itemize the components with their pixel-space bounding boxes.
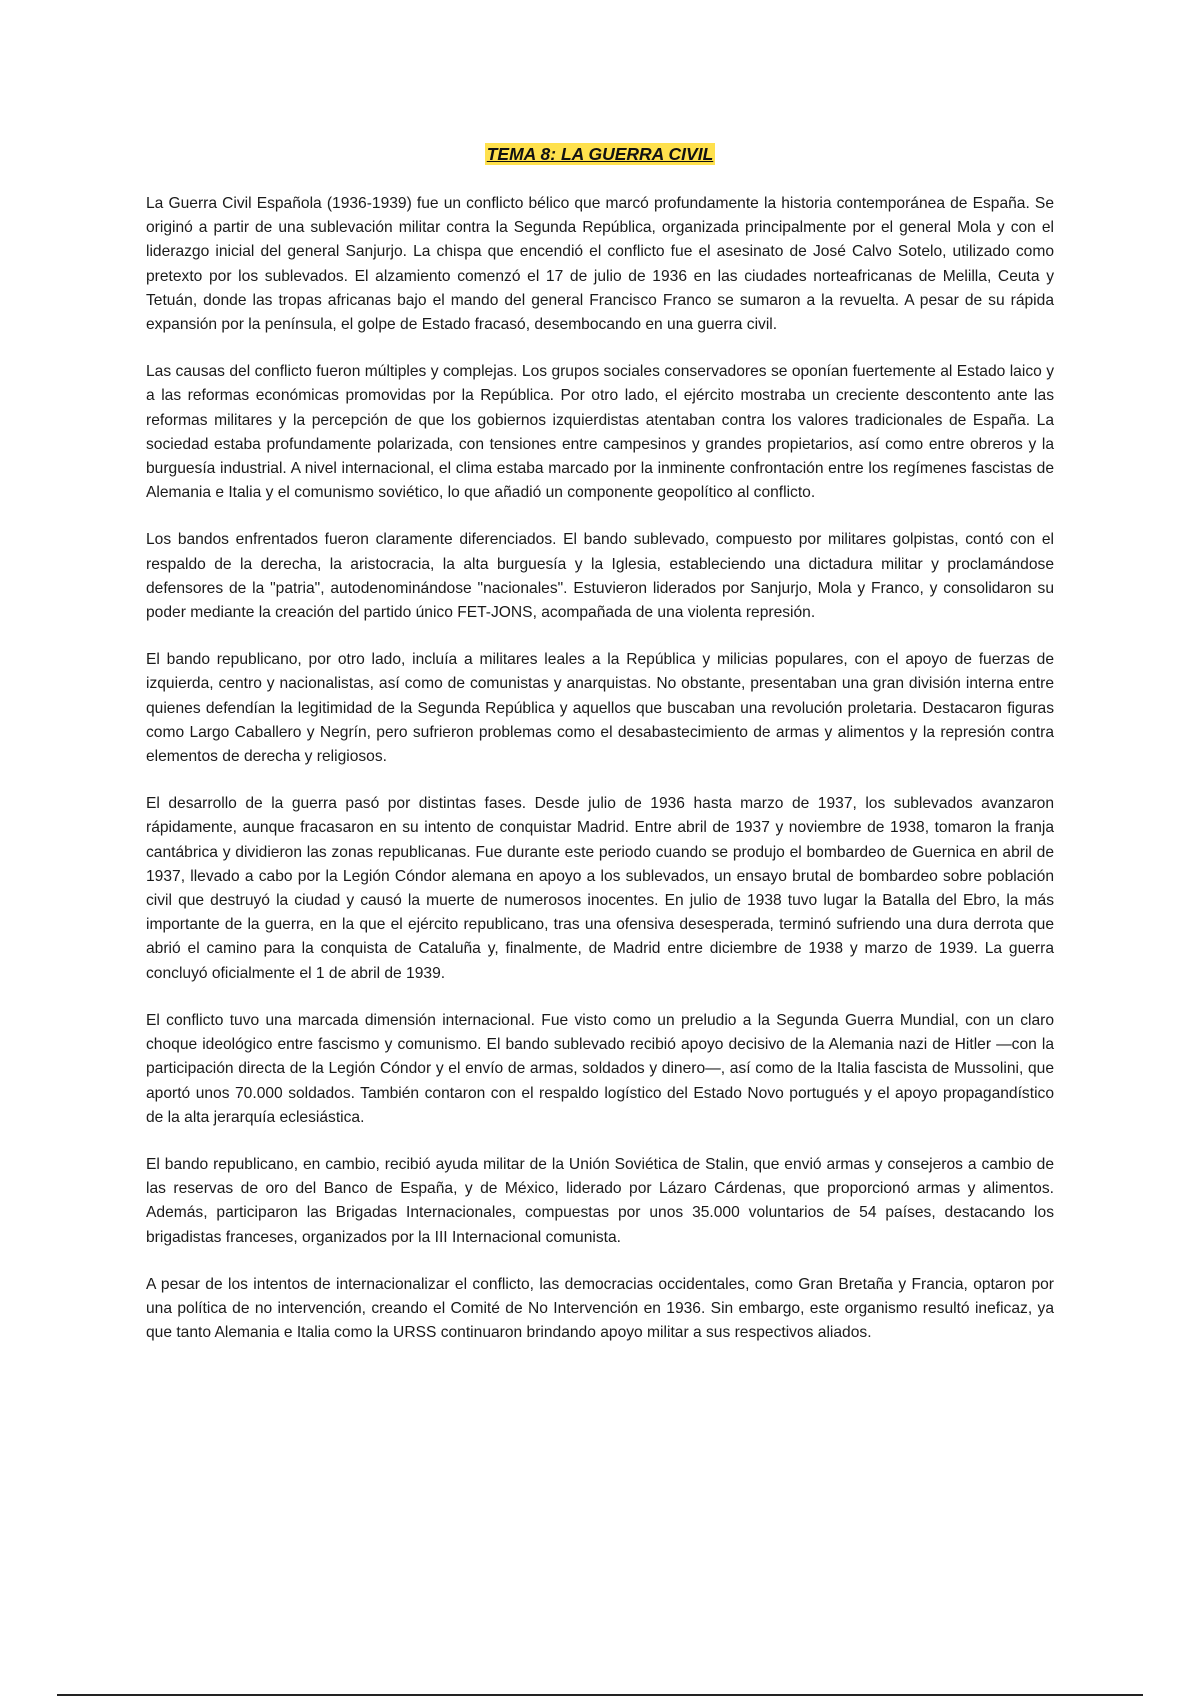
paragraph-international-dimension: El conflicto tuvo una marcada dimensión internacional. Fue visto como un preludio a la Segunda Guerra Mundial, con un claro choque ideológico entre fascismo y comunismo. El bando sublevado recibió apoyo decisivo de la Alemania nazi de Hitler —con la participación directa de la Legión Cóndor y el envío de armas, soldados y dinero—, así como de la Italia fascista de Mussolini, que aportó unos 70.000 soldados. También contaron con el respaldo logístico del Estado Novo portugués y el apoyo propagandístico de la alta jerarquía eclesiástica. <box>146 1011 1054 1126</box>
paragraph-republican-side: El bando republicano, por otro lado, incluía a militares leales a la República y milicias populares, con el apoyo de fuerzas de izquierda, centro y nacionalistas, así como de comunistas y anarquistas. No obstante, presentaban una gran división interna entre quienes defendían la legitimidad de la Segunda República y aquellos que buscaban una revolución proletaria. Destacaron figuras como Largo Caballero y Negrín, pero sufrieron problemas como el desabastecimiento de armas y alimentos y la represión contra elementos de derecha y religiosos. <box>146 651 1054 766</box>
paragraph-war-development: El desarrollo de la guerra pasó por distintas fases. Desde julio de 1936 hasta marzo de 1937, los sublevados avanzaron rápidamente, aunque fracasaron en su intento de conquistar Madrid. Entre abril de 1937 y noviembre de 1938, tomaron la franja cantábrica y dividieron las zonas republicanas. Fue durante este periodo cuando se produjo el bombardeo de Guernica en abril de 1937, llevado a cabo por la Legión Cóndor alemana en apoyo a los sublevados, un ensayo brutal de bombardeo sobre población civil que destruyó la ciudad y causó la muerte de numerosos inocentes. En julio de 1938 tuvo lugar la Batalla del Ebro, la más importante de la guerra, en la que el ejército republicano, tras una ofensiva desesperada, terminó sufriendo una dura derrota que abrió el camino para la conquista de Cataluña y, finalmente, de Madrid entre diciembre de 1938 y marzo de 1939. La guerra concluyó oficialmente el 1 de abril de 1939. <box>146 795 1054 982</box>
document-title: TEMA 8: LA GUERRA CIVIL <box>486 144 714 164</box>
footer-divider <box>57 1694 1143 1696</box>
paragraph-causes: Las causas del conflicto fueron múltiples y complejas. Los grupos sociales conservadores se oponían fuertemente al Estado laico y a las reformas económicas promovidas por la República. Por otro lado, el ejército mostraba un creciente descontento ante las reformas militares y la percepción de que los gobiernos izquierdistas atentaban contra los valores tradicionales de España. La sociedad estaba profundamente polarizada, con tensiones entre campesinos y grandes propietarios, así como entre obreros y la burguesía industrial. A nivel internacional, el clima estaba marcado por la inminente confrontación entre los regímenes fascistas de Alemania e Italia y el comunismo soviético, lo que añadió un componente geopolítico al conflicto. <box>146 363 1054 502</box>
paragraph-non-intervention: A pesar de los intentos de internacionalizar el conflicto, las democracias occidentales, como Gran Bretaña y Francia, optaron por una política de no intervención, creando el Comité de No Intervención en 1936. Sin embargo, este organismo resultó ineficaz, ya que tanto Alemania e Italia como la URSS continuaron brindando apoyo militar a sus respectivos aliados. <box>146 1275 1054 1342</box>
document-body <box>146 192 1054 1368</box>
paragraph-republican-aid: El bando republicano, en cambio, recibió ayuda militar de la Unión Soviética de Stalin, que envió armas y consejeros a cambio de las reservas de oro del Banco de España, y de México, liderado por Lázaro Cárdenas, que proporcionó armas y alimentos. Además, participaron las Brigadas Internacionales, compuestas por unos 35.000 voluntarios de 54 países, destacando los brigadistas franceses, organizados por la III Internacional comunista. <box>146 1155 1054 1246</box>
paragraph-origins: La Guerra Civil Española (1936-1939) fue un conflicto bélico que marcó profundamente la historia contemporánea de España. Se originó a partir de una sublevación militar contra la Segunda República, organizada principalmente por el general Mola y con el liderazgo inicial del general Sanjurjo. La chispa que encendió el conflicto fue el asesinato de José Calvo Sotelo, utilizado como pretexto por los sublevados. El alzamiento comenzó el 17 de julio de 1936 en las ciudades norteafricanas de Melilla, Ceuta y Tetuán, donde las tropas africanas bajo el mando del general Francisco Franco se sumaron a la revuelta. A pesar de su rápida expansión por la península, el golpe de Estado fracasó, desembocando en una guerra civil. <box>146 195 1054 334</box>
title-container <box>0 143 1200 165</box>
paragraph-sides: Los bandos enfrentados fueron claramente diferenciados. El bando sublevado, compuesto por militares golpistas, contó con el respaldo de la derecha, la aristocracia, la alta burguesía y la Iglesia, estableciendo una dictadura militar y proclamándose defensores de la "patria", autodenominándose "nacionales". Estuvieron liderados por Sanjurjo, Mola y Franco, y consolidaron su poder mediante la creación del partido único FET-JONS, acompañada de una violenta represión. <box>146 531 1054 622</box>
